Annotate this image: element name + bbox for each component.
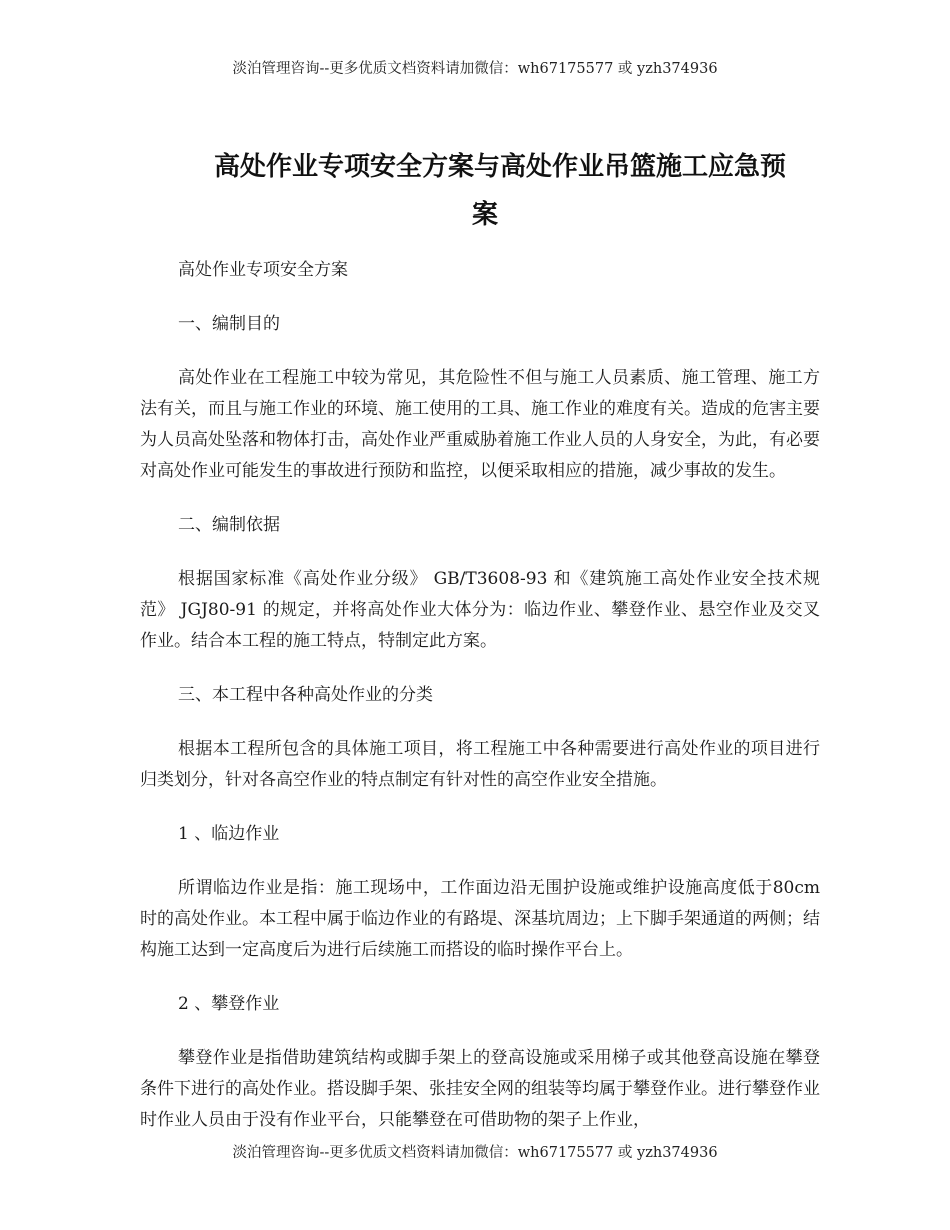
section-paragraph-classification: 根据本工程所包含的具体施工项目，将工程施工中各种需要进行高处作业的项目进行归类划分，针对各高空作业的特点制定有针对性的高空作业安全措施。: [140, 739, 820, 790]
document-title-line2: 案: [471, 200, 498, 230]
item-paragraph-climbing-work: 攀登作业是指借助建筑结构或脚手架上的登高设施或采用梯子或其他登高设施在攀登条件下进行的高处作业。搭设脚手架、张挂安全网的组装等均属于攀登作业。进行攀登作业时作业人员由于没有作业平台，只能攀登在可借助物的架子上作业，: [140, 1048, 820, 1130]
document-body: [140, 255, 820, 1159]
page-header: 淡泊管理咨询--更多优质文档资料请加微信：wh67175577 或 yzh374936: [232, 61, 718, 77]
section-heading-purpose: 一、编制目的: [178, 314, 280, 334]
page-footer: 淡泊管理咨询--更多优质文档资料请加微信：wh67175577 或 yzh374936: [232, 1145, 718, 1161]
section-paragraph-purpose: 高处作业在工程施工中较为常见，其危险性不但与施工人员素质、施工管理、施工方法有关，而且与施工作业的环境、施工使用的工具、施工作业的难度有关。造成的危害主要为人员高处坠落和物体打击，高处作业严重威胁着施工作业人员的人身安全，为此，有必要对高处作业可能发生的事故进行预防和监控，以便采取相应的措施，减少事故的发生。: [140, 368, 820, 481]
document-title-line1: 高处作业专项安全方案与高处作业吊篮施工应急预: [213, 152, 786, 182]
document-title: [140, 143, 830, 239]
item-heading-climbing-work: 2 、攀登作业: [178, 994, 280, 1014]
subtitle: 高处作业专项安全方案: [178, 260, 348, 280]
item-paragraph-edge-work: 所谓临边作业是指：施工现场中，工作面边沿无围护设施或维护设施高度低于80cm 时的高处作业。本工程中属于临边作业的有路堤、深基坑周边；上下脚手架通道的两侧；结构施工达到一定高度后为进行后续施工而搭设的临时操作平台上。: [140, 878, 820, 960]
section-heading-basis: 二、编制依据: [178, 515, 280, 535]
section-paragraph-basis: 根据国家标准《高处作业分级》 GB/T3608-93 和《建筑施工高处作业安全技术规范》 JGJ80-91 的规定，并将高处作业大体分为：临边作业、攀登作业、悬空作业及交叉作业。结合本工程的施工特点，特制定此方案。: [140, 569, 820, 651]
item-heading-edge-work: 1 、临边作业: [178, 824, 280, 844]
section-heading-classification: 三、本工程中各种高处作业的分类: [178, 685, 433, 705]
